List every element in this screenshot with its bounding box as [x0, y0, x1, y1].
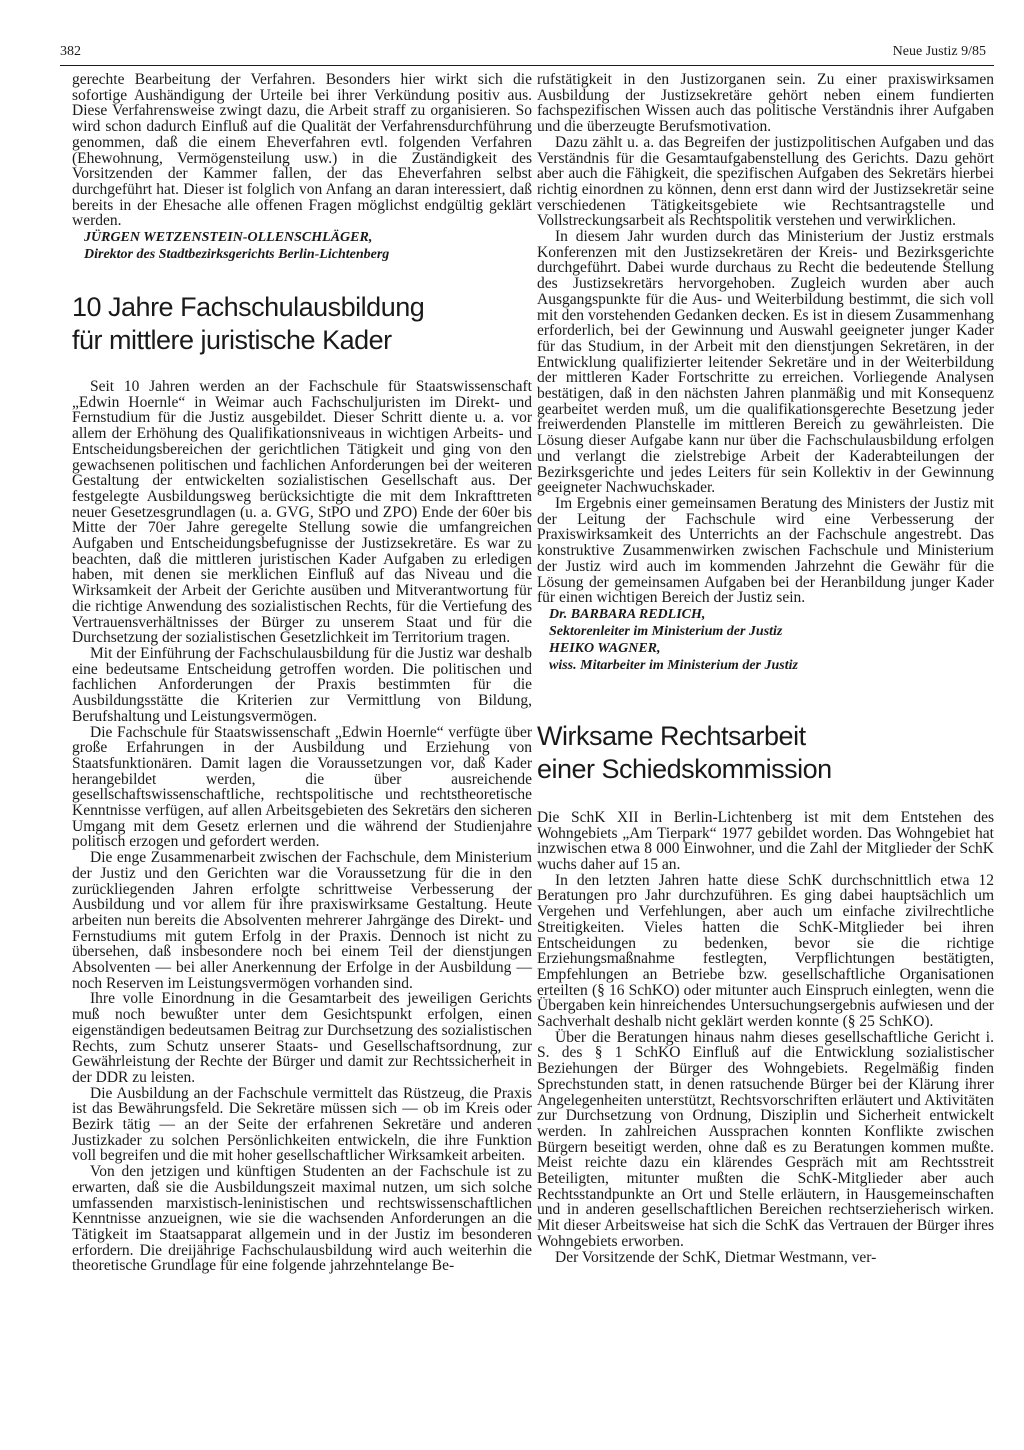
- title-line: 10 Jahre Fachschulausbildung: [72, 292, 425, 323]
- paragraph: Ihre volle Einordnung in die Gesamtarbeit des jeweiligen Gerichts muß noch bewußter unter dem Gesichtspunkt erfolgen, einen eigenständigen bedeutsamen Beitrag zur Durchsetzung des sozialistischen Rechts, zum Schutz unserer Staats- und Gesellschaftsordnung, zur Gewährleistung der Rechte der Bürger und damit zur Rechtssicherheit in der DDR zu leisten.: [72, 990, 532, 1086]
- left-column: [72, 72, 532, 1274]
- page-number: 382: [60, 44, 81, 59]
- article-title-fachschulausbildung: [72, 291, 532, 357]
- paragraph: Die Fachschule für Staatswissenschaft „Edwin Hoernle“ verfügte über große Erfahrungen in der Ausbildung und Erziehung von Staatsfunktionären. Damit lagen die Voraussetzungen vor, daß Kader herangebildet werden, die über ausreichende gesellschaftswissenschaftliche, rechtspolitische und rechtstheoretische Kenntnisse verfügen, auf allen Arbeitsgebieten des Sekretärs den sicheren Umgang mit dem Gesetz erlernen und die während der Studienjahre politisch erzogen und gefordert werden.: [72, 723, 532, 851]
- paragraph: rufstätigkeit in den Justizorganen sein. Zu einer praxiswirksamen Ausbildung der Justizsekretäre gehört neben einem fundierten fachspezifischen Wissen auch das politische Verständnis ihrer Aufgaben und die überzeugte Berufsmotivation.: [537, 71, 994, 136]
- signature-name: Dr. BARBARA REDLICH,: [549, 606, 706, 622]
- title-line: Wirksame Rechtsarbeit: [537, 720, 806, 751]
- right-column: [537, 72, 994, 1265]
- paragraph: Die Ausbildung an der Fachschule vermittelt das Rüstzeug, die Praxis ist das Bewährungsfeld. Die Sekretäre müssen sich — ob im Kreis oder Bezirk tätig — an der Seite der erfahrenen Sekretäre und anderen Justizkader zu solchen Persönlichkeiten entwickeln, die ihre Funktion voll begreifen und die mit hoher gesellschaftlicher Wirksamkeit arbeiten.: [72, 1084, 532, 1165]
- signature-title: Sektorenleiter im Ministerium der Justiz: [549, 623, 783, 639]
- paragraph: Von den jetzigen und künftigen Studenten an der Fachschule ist zu erwarten, daß sie die Ausbildungszeit maximal nutzen, um sich solche umfassenden marxistisch-leninistischen und rechtswissenschaftlichen Kenntnisse anzueignen, wie sie die wachsenden Anforderungen an die Tätigkeit im Staatsapparat allgemein und in der Justiz im besonderen erfordern. Die dreijährige Fachschulausbildung wird auch weiterhin die theoretische Grundlage für eine folgende jahrzehntelange Be-: [72, 1163, 532, 1275]
- paragraph: Seit 10 Jahren werden an der Fachschule für Staatswissenschaft „Edwin Hoernle“ in Weimar auch Fachschuljuristen im Direkt- und Fernstudium für die Justiz ausgebildet. Dieser Schritt diente u. a. vor allem der Erhöhung des Qualifikationsniveaus in wichtigen Arbeits- und Entscheidungsbereichen der gerichtlichen Tätigkeit und ging von den gewachsenen politischen und fachlichen Anforderungen bei der weiteren Gestaltung der entwickelten sozialistischen Gesellschaft aus. Der festgelegte Ausbildungsweg berücksichtigte die mit dem Inkrafttreten neuer Gesetzesgrundlagen (u. a. GVG, StPO und ZPO) Ende der 60er bis Mitte der 70er Jahre geregelte Stellung sowie die umfangreichen Aufgaben und Entscheidungsbefugnisse der Justizsekretäre. Es war zu beachten, daß die mittleren juristischen Kader Aufgaben zu erledigen haben, mit denen sie merklichen Einfluß auf das Niveau und die Wirksamkeit der Arbeit der Gerichte ausüben und Mitverantwortung für die richtige Anwendung des sozialistischen Rechts, für die Vertiefung des Vertrauensverhältnisses der Bürger zu unserem Staat und für die Durchsetzung der sozialistischen Gesetzlichkeit im Territorium tragen.: [72, 378, 532, 647]
- title-line: einer Schiedskommission: [537, 753, 832, 784]
- signature-block-2: [537, 606, 994, 674]
- paragraph: Die SchK XII in Berlin-Lichtenberg ist mit dem Entstehen des Wohngebiets „Am Tierpark“ 1977 gebildet worden. Das Wohngebiet hat inzwischen etwa 8 000 Einwohner, und die Zahl der Mitglieder der SchK wuchs daher auf 15 an.: [537, 808, 994, 874]
- paragraph: Mit der Einführung der Fachschulausbildung für die Justiz war deshalb eine bedeutsame Entscheidung getroffen worden. Die politischen und fachlichen Anforderungen der Praxis bestimmten für die Ausbildungsstätte die Kriterien zur Vermittlung von Bildung, Berufshaltung und Leistungsvermögen.: [72, 644, 532, 725]
- header-rule: [60, 65, 994, 66]
- paragraph: In den letzten Jahren hatte diese SchK durchschnittlich etwa 12 Beratungen pro Jahr durchzuführen. Es ging dabei hauptsächlich um Vergehen und Verfehlungen, aber auch um einfache zivilrechtliche Streitigkeiten. Vieles hatten die SchK-Mitglieder bei ihren Entscheidungen zu bedenken, bevor sie die richtige Erziehungsmaßnahme festlegten, Verpflichtungen bestätigten, Empfehlungen an Betriebe bzw. gesellschaftliche Organisationen erteilten (§ 16 SchKO) oder mitunter auch Einspruch einlegten, wenn die Übergaben kein hinreichendes Untersuchungsergebnis aufwiesen und der Sachverhalt deshalb nicht geklärt werden konnte (§ 25 SchKO).: [537, 871, 994, 1031]
- signature-name: HEIKO WAGNER,: [549, 640, 661, 656]
- paragraph: Über die Beratungen hinaus nahm dieses gesellschaftliche Gericht i. S. des § 1 SchKO Einfluß auf die Entwicklung sozialistischer Beziehungen der Bürger des Wohngebiets. Regelmäßig finden Sprechstunden statt, in denen ratsuchende Bürger bei der Klärung ihrer Angelegenheiten unterstützt, Rechtsvorschriften erläutert und Aktivitäten zur Durchsetzung von Ordnung, Disziplin und Sicherheit entwickelt werden. In zahlreichen Aussprachen konnten Konflikte zwischen Bürgern beseitigt werden, ohne daß es zu Beratungen kommen mußte. Meist reichte dazu ein klärendes Gespräch mit am Rechtsstreit Beteiligten, mitunter mußten die SchK-Mitglieder aber auch Rechtsstandpunkte an Ort und Stelle erläutern, in Hausgemeinschaften und in anderen gesellschaftlichen Bereichen rechtserzieherisch wirken. Mit dieser Arbeitsweise hat sich die SchK das Vertrauen der Bürger ihres Wohngebiets erworben.: [537, 1028, 994, 1250]
- title-line: für mittlere juristische Kader: [72, 325, 392, 356]
- signature-title: wiss. Mitarbeiter im Ministerium der Justiz: [549, 657, 798, 673]
- paragraph: Im Ergebnis einer gemeinsamen Beratung des Ministers der Justiz mit der Leitung der Fachschule wird eine Verbesserung der Praxiswirksamkeit des Unterrichts an der Fachschule angestrebt. Das konstruktive Zusammenwirken zwischen Fachschule und Ministerium der Justiz wird auch im kommenden Jahrzehnt die Gewähr für die Lösung der gemeinsamen Aufgaben bei der Heranbildung junger Kader für einen wichtigen Bereich der Justiz sein.: [537, 494, 994, 607]
- signature-title: Direktor des Stadtbezirksgerichts Berlin-Lichtenberg: [84, 247, 390, 263]
- paragraph: In diesem Jahr wurden durch das Ministerium der Justiz erstmals Konferenzen mit den Justizsekretären der Kreis- und Bezirksgerichte durchgeführt. Dabei wurde durchaus zu Recht die bedeutende Stellung des Justizsekretärs hervorgehoben. Zugleich wurden aber auch Ausgangspunkte für die Aus- und Weiterbildung bestimmt, die sich voll mit den vorstehenden Gedanken decken. Es ist in diesem Zusammenhang erforderlich, bei der Gewinnung und Auswahl geeigneter junger Kader für das Studium, in der Arbeit mit den dienstjungen Sekretären, in der Entwicklung qualifizierter leitender Sekretäre und in der Weiterbildung der mittleren Kader Fortschritte zu erreichen. Vorliegende Analysen bestätigen, daß in den nächsten Jahren planmäßig und mit Konsequenz gearbeitet werden muß, um die qualifikationsgerechte Besetzung jeder freiwerdenden Planstelle im mittleren Bereich zu gewährleisten. Die Lösung dieser Aufgabe kann nur über die Fachschulausbildung erfolgen und verlangt die zielstrebige Arbeit der Kaderabteilungen der Bezirksgerichte und jedes Leiters für sein Kollektiv in der Gewinnung geeigneter Nachwuchskader.: [537, 228, 994, 497]
- signature-block-1: [72, 229, 532, 263]
- paragraph: Der Vorsitzende der SchK, Dietmar Westmann, ver-: [555, 1248, 877, 1266]
- paragraph: Dazu zählt u. a. das Begreifen der justizpolitischen Aufgaben und das Verständnis für die Gesamtaufgabenstellung des Gerichts. Dazu gehört aber auch die Fähigkeit, die spezifischen Aufgaben des Sekretärs hierbei richtig einordnen zu können, denn erst dann wird der Justizsekretär seine verschiedenen Tätigkeitsgebiete wie Rechtsantragstelle und Vollstreckungsarbeit als Rechtspolitik verstehen und verwirklichen.: [537, 133, 994, 230]
- signature-name: JÜRGEN WETZENSTEIN-OLLENSCHLÄGER,: [84, 230, 373, 246]
- journal-issue: Neue Justiz 9/85: [892, 44, 986, 59]
- article-title-schiedskommission: [537, 720, 994, 786]
- intro-paragraph: gerechte Bearbeitung der Verfahren. Besonders hier wirkt sich die sofortige Aushändigung der Urteile bei ihrer Verkündung positiv aus. Diese Verfahrensweise zwingt dazu, die Arbeit straff zu organisieren. So wird schon dadurch Einfluß auf die Qualität der Verfahrensdurchführung genommen, daß die einem Eheverfahren evtl. folgenden Verfahren (Ehewohnung, Vermögensteilung usw.) in die Zuständigkeit des Vorsitzenden der Kammer fallen, der das Eheverfahren selbst durchgeführt hat. Dieser ist folglich von Anfang an daran interessiert, daß bereits in der Ehesache alle offenen Fragen möglichst endgültig geklärt werden.: [72, 71, 532, 230]
- paragraph: Die enge Zusammenarbeit zwischen der Fachschule, dem Ministerium der Justiz und den Gerichten war die Voraussetzung für die in den zurückliegenden Jahren erfolgte schrittweise Verbesserung der Ausbildung und vor allem für ihre praxiswirksame Gestaltung. Heute arbeiten nun bereits die Absolventen mehrerer Jahrgänge des Direkt- und Fernstudiums mit gutem Erfolg in der Praxis. Dennoch ist nicht zu übersehen, daß insbesondere noch bei einem Teil der dienstjungen Absolventen — bei aller Anerkennung der Erfolge in der Ausbildung — noch Reserven im Leistungsvermögen vorhanden sind.: [72, 849, 532, 992]
